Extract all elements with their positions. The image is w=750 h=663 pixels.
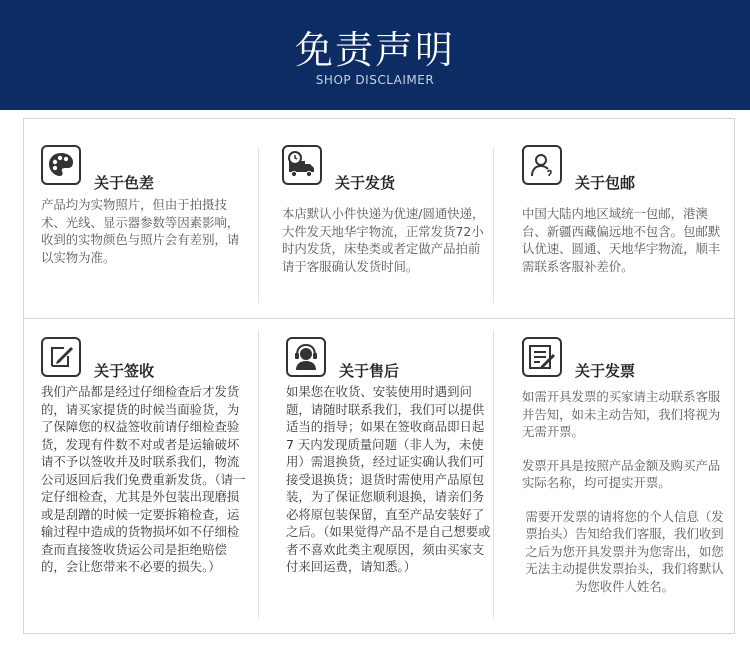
sign-pen-icon [41, 337, 81, 377]
customer-service-icon [286, 337, 326, 377]
header-banner [0, 0, 750, 110]
page-subtitle: SHOP DISCLAIMER [315, 73, 435, 87]
delivery-truck-clock-icon [282, 145, 322, 185]
section-title: 关于发票 [575, 362, 636, 380]
section-body [522, 388, 727, 611]
section-title: 关于签收 [94, 362, 155, 380]
section-body: 本店默认小件快递为优速/圆通快递，大件发天地华宇物流，正常发货72小时内发货，床垫类或者定做产品拍前请于客服确认发货时间。 [282, 206, 485, 274]
section-body: 如果您在收货、安装使用时遇到问题，请随时联系我们，我们可以提供适当的指导；如果在签收商品即日起 7 天内发现质量问题（非人为，未使用）需退换货，经过证实确认我们可接受退换货；退货时需使用产品原包装，为了保证您顺利退换，请亲们务必将原包装保留，直至产品安装好了之后。（如果觉得产品不是自己想要或者不喜欢此类主观原因，须由买家支付来回运费，请知悉。） [286, 384, 491, 574]
column-divider [258, 330, 259, 618]
page-title: 免责声明 [294, 28, 455, 72]
invoice-paragraph: 如需开具发票的买家请主动联系客服并告知，如未主动告知，我们将视为无需开票。 [522, 389, 721, 439]
invoice-paragraph: 需要开发票的请将您的个人信息（发票抬头）告知给我们客服，我们收到之后为您开具发票并为您寄出，如您无法主动提供发票抬头，我们将默认为您收件人姓名。 [525, 508, 724, 594]
section-body: 产品均为实物照片，但由于拍摄技术、光线、显示器参数等因素影响，收到的实物颜色与照片会有差别，请以实物为准。 [41, 197, 240, 265]
row-divider [23, 318, 735, 319]
section-title: 关于售后 [339, 362, 400, 380]
column-divider [493, 330, 494, 618]
column-divider [258, 147, 259, 303]
invoice-icon [522, 337, 562, 377]
section-title: 关于包邮 [575, 174, 636, 192]
section-body: 中国大陆内地区域统一包邮，港澳台、新疆西藏偏远地不包含。包邮默认优速、圆通、天地华宇物流，顺丰 需联系客服补差价。 [522, 206, 721, 274]
section-title: 关于发货 [335, 174, 396, 192]
section-body: 我们产品都是经过仔细检查后才发货的，请买家提货的时候当面验货，为了保障您的权益签收前请仔细检查验货，发现有件数不对或者是运输破坏请不予以签收并及时联系我们，物流公司返回后我们免费重新发货。（请一定仔细检查，尤其是外包装出现磨损或是刮蹭的时候一定要拆箱检查，运输过程中造成的货物损坏如不仔细检查而直接签收货运公司是拒绝赔偿的，会让您带来不必要的损失。） [41, 384, 246, 574]
palette-icon [41, 145, 81, 185]
person-location-icon [522, 145, 562, 185]
invoice-paragraph: 发票开具是按照产品金额及购买产品实际名称，均可提实开票。 [522, 457, 721, 490]
section-title: 关于色差 [94, 174, 155, 192]
column-divider [493, 147, 494, 303]
